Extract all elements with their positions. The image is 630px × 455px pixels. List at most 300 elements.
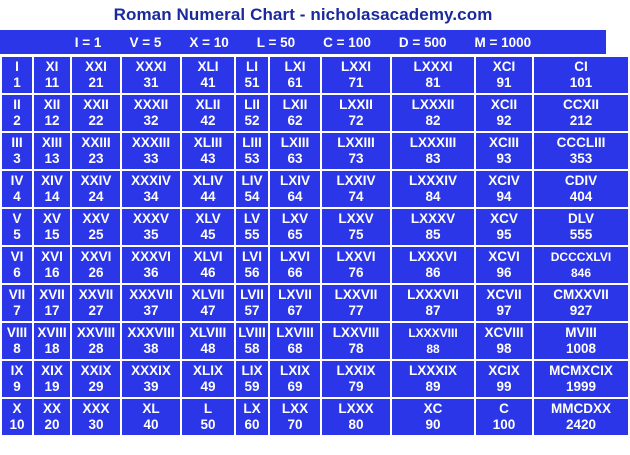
roman-numeral: LXIII <box>280 135 310 150</box>
numeral-cell <box>270 399 320 435</box>
roman-numeral: LII <box>244 97 260 112</box>
numeral-cell <box>270 171 320 207</box>
arabic-number: 12 <box>44 113 60 128</box>
roman-numeral: LXXIII <box>337 135 375 150</box>
table-row <box>2 399 628 435</box>
roman-numeral: XVII <box>39 287 65 302</box>
numeral-cell <box>322 285 390 321</box>
roman-numeral: LVI <box>242 249 262 264</box>
numeral-cell <box>122 95 180 131</box>
key-item: L = 50 <box>256 34 296 50</box>
arabic-number: 3 <box>13 151 21 166</box>
arabic-number: 98 <box>496 341 512 356</box>
numeral-cell <box>182 323 234 359</box>
roman-numeral: DCCCXLVI <box>550 250 612 264</box>
roman-numeral: XLVI <box>193 249 223 264</box>
numeral-cell <box>182 57 234 93</box>
numeral-cell <box>34 323 70 359</box>
numeral-cell <box>322 361 390 397</box>
numeral-cell <box>322 323 390 359</box>
roman-numeral: LXXIX <box>336 363 376 378</box>
arabic-number: 52 <box>244 113 260 128</box>
arabic-number: 71 <box>348 75 364 90</box>
roman-numeral: XXXVI <box>131 249 171 264</box>
arabic-number: 34 <box>143 189 159 204</box>
arabic-number: 65 <box>287 227 303 242</box>
roman-numeral: XL <box>142 401 160 416</box>
arabic-number: 93 <box>496 151 512 166</box>
numeral-cell <box>476 323 532 359</box>
numeral-cell <box>534 133 628 169</box>
roman-numeral: XCII <box>490 97 518 112</box>
roman-numeral: XXVIII <box>76 325 116 340</box>
arabic-number: 16 <box>44 265 60 280</box>
arabic-number: 46 <box>200 265 216 280</box>
numeral-cell <box>392 209 474 245</box>
arabic-number: 7 <box>13 303 21 318</box>
arabic-number: 45 <box>200 227 216 242</box>
numeral-cell <box>122 361 180 397</box>
arabic-number: 48 <box>200 341 216 356</box>
table-row <box>2 95 628 131</box>
roman-numeral: XXV <box>82 211 110 226</box>
arabic-number: 21 <box>88 75 104 90</box>
arabic-number: 44 <box>200 189 216 204</box>
arabic-number: 96 <box>496 265 512 280</box>
arabic-number: 94 <box>496 189 512 204</box>
roman-numeral: XCI <box>492 59 516 74</box>
numeral-cell <box>322 399 390 435</box>
numeral-cell <box>72 209 120 245</box>
roman-numeral: LXVI <box>279 249 310 264</box>
roman-numeral: XCIII <box>488 135 519 150</box>
roman-numeral: XCVI <box>488 249 520 264</box>
numeral-cell <box>476 133 532 169</box>
roman-numeral: LXVIII <box>276 325 314 340</box>
numeral-cell <box>236 399 268 435</box>
numeral-cell <box>236 285 268 321</box>
numeral-cell <box>2 361 32 397</box>
numeral-cell <box>2 399 32 435</box>
roman-numeral: XXVII <box>78 287 114 302</box>
roman-numeral: LXXXIX <box>408 363 457 378</box>
numeral-cell <box>476 95 532 131</box>
table-row <box>2 57 628 93</box>
arabic-number: 39 <box>143 379 159 394</box>
arabic-number: 59 <box>244 379 260 394</box>
numeral-cell <box>392 399 474 435</box>
table-row <box>2 361 628 397</box>
numeral-cell <box>122 57 180 93</box>
arabic-number: 14 <box>44 189 60 204</box>
arabic-number: 19 <box>44 379 60 394</box>
numeral-cell <box>534 361 628 397</box>
arabic-number: 32 <box>143 113 159 128</box>
roman-numeral: VI <box>10 249 24 264</box>
arabic-number: 41 <box>200 75 216 90</box>
roman-numeral: XXXIX <box>131 363 171 378</box>
key-item: V = 5 <box>129 34 162 50</box>
arabic-number: 85 <box>425 227 441 242</box>
numeral-cell <box>322 209 390 245</box>
arabic-number: 76 <box>348 265 364 280</box>
arabic-number: 84 <box>425 189 441 204</box>
numeral-cell <box>72 133 120 169</box>
roman-numeral: XX <box>42 401 61 416</box>
numeral-cell <box>322 57 390 93</box>
roman-numeral: LXXI <box>340 59 371 74</box>
arabic-number: 53 <box>244 151 260 166</box>
arabic-number: 99 <box>496 379 512 394</box>
numeral-cell <box>236 133 268 169</box>
roman-numeral: XVI <box>41 249 63 264</box>
arabic-number: 89 <box>425 379 441 394</box>
arabic-number: 42 <box>200 113 216 128</box>
numeral-cell <box>392 171 474 207</box>
arabic-number: 79 <box>348 379 364 394</box>
numeral-cell <box>392 133 474 169</box>
roman-numeral: LXXXI <box>413 59 453 74</box>
roman-numeral: XVIII <box>37 325 67 340</box>
arabic-number: 50 <box>200 417 216 432</box>
arabic-number: 90 <box>425 417 441 432</box>
numeral-cell <box>34 171 70 207</box>
numeral-table <box>0 55 630 437</box>
arabic-number: 17 <box>44 303 60 318</box>
roman-numeral: LIII <box>242 135 262 150</box>
arabic-number: 55 <box>244 227 260 242</box>
roman-numeral: CCCLIII <box>556 135 606 150</box>
roman-numeral: LI <box>246 59 258 74</box>
arabic-number: 1 <box>13 75 21 90</box>
arabic-number: 20 <box>44 417 60 432</box>
roman-numeral: LXXXV <box>410 211 456 226</box>
arabic-number: 62 <box>287 113 303 128</box>
arabic-number: 97 <box>496 303 512 318</box>
numeral-cell <box>182 209 234 245</box>
key-item: D = 500 <box>398 34 447 50</box>
arabic-number: 25 <box>88 227 104 242</box>
numeral-cell <box>476 209 532 245</box>
roman-numeral: IX <box>10 363 24 378</box>
numeral-cell <box>392 323 474 359</box>
roman-numeral: XIX <box>41 363 63 378</box>
numeral-cell <box>122 399 180 435</box>
numeral-cell <box>534 209 628 245</box>
numeral-cell <box>476 171 532 207</box>
numeral-cell <box>2 323 32 359</box>
numeral-cell <box>34 361 70 397</box>
numeral-cell <box>534 323 628 359</box>
roman-numeral: CMXXVII <box>553 287 609 302</box>
numeral-cell <box>236 361 268 397</box>
arabic-number: 74 <box>348 189 364 204</box>
roman-numeral: LXXV <box>338 211 374 226</box>
arabic-number: 92 <box>496 113 512 128</box>
arabic-number: 70 <box>287 417 303 432</box>
numeral-cell <box>72 399 120 435</box>
arabic-number: 353 <box>569 151 593 166</box>
numeral-cell <box>34 285 70 321</box>
roman-numeral: CCXII <box>562 97 599 112</box>
arabic-number: 29 <box>88 379 104 394</box>
roman-numeral: LVII <box>240 287 264 302</box>
numeral-cell <box>236 209 268 245</box>
roman-numeral: LXXXVII <box>407 287 459 302</box>
roman-numeral: XXVI <box>80 249 112 264</box>
roman-numeral: XII <box>43 97 61 112</box>
arabic-number: 81 <box>425 75 441 90</box>
roman-numeral: I <box>15 59 19 74</box>
numeral-cell <box>182 361 234 397</box>
numeral-cell <box>322 171 390 207</box>
roman-numeral: LXXXIII <box>409 135 457 150</box>
numeral-cell <box>476 361 532 397</box>
numeral-cell <box>34 133 70 169</box>
table-row <box>2 285 628 321</box>
arabic-number: 57 <box>244 303 260 318</box>
roman-numeral: XLVII <box>191 287 225 302</box>
table-row <box>2 323 628 359</box>
roman-numeral: LXXXIV <box>408 173 457 188</box>
arabic-number: 24 <box>88 189 104 204</box>
arabic-number: 30 <box>88 417 104 432</box>
arabic-number: 64 <box>287 189 303 204</box>
numeral-cell <box>182 399 234 435</box>
arabic-number: 846 <box>570 266 592 280</box>
arabic-number: 101 <box>569 75 593 90</box>
numeral-cell <box>534 247 628 283</box>
table-row <box>2 171 628 207</box>
roman-numeral: XI <box>45 59 59 74</box>
arabic-number: 35 <box>143 227 159 242</box>
arabic-number: 9 <box>13 379 21 394</box>
roman-numeral: XXX <box>82 401 110 416</box>
arabic-number: 78 <box>348 341 364 356</box>
roman-numeral: XXI <box>85 59 107 74</box>
numeral-cell <box>270 247 320 283</box>
arabic-number: 10 <box>9 417 25 432</box>
arabic-number: 95 <box>496 227 512 242</box>
arabic-number: 47 <box>200 303 216 318</box>
numeral-cell <box>122 285 180 321</box>
roman-numeral: LXII <box>282 97 308 112</box>
roman-numeral: XLIX <box>192 363 223 378</box>
arabic-number: 66 <box>287 265 303 280</box>
numeral-cell <box>322 247 390 283</box>
arabic-number: 404 <box>569 189 593 204</box>
numeral-cell <box>236 323 268 359</box>
arabic-number: 51 <box>244 75 260 90</box>
table-row <box>2 247 628 283</box>
numeral-cell <box>122 171 180 207</box>
numeral-cell <box>236 57 268 93</box>
arabic-number: 68 <box>287 341 303 356</box>
roman-numeral: C <box>499 401 509 416</box>
numeral-cell <box>322 95 390 131</box>
roman-numeral: MVIII <box>565 325 597 340</box>
numeral-cell <box>34 57 70 93</box>
numeral-cell <box>34 247 70 283</box>
key-item: I = 1 <box>74 34 102 50</box>
numeral-cell <box>182 247 234 283</box>
numeral-cell <box>182 285 234 321</box>
arabic-number: 31 <box>143 75 159 90</box>
numeral-cell <box>534 285 628 321</box>
arabic-number: 83 <box>425 151 441 166</box>
roman-numeral: LXXXVIII <box>408 326 458 340</box>
numeral-cell <box>122 247 180 283</box>
numeral-cell <box>392 285 474 321</box>
roman-numeral: XXIV <box>80 173 112 188</box>
roman-numeral: XLII <box>195 97 221 112</box>
arabic-number: 15 <box>44 227 60 242</box>
numeral-cell <box>270 361 320 397</box>
arabic-number: 22 <box>88 113 104 128</box>
numeral-cell <box>270 323 320 359</box>
numeral-cell <box>2 285 32 321</box>
roman-numeral: XXXIV <box>131 173 171 188</box>
roman-numeral: LXIV <box>279 173 310 188</box>
arabic-number: 8 <box>13 341 21 356</box>
roman-numeral: L <box>203 401 213 416</box>
arabic-number: 61 <box>287 75 303 90</box>
arabic-number: 100 <box>492 417 516 432</box>
roman-numeral: XIV <box>41 173 63 188</box>
arabic-number: 43 <box>200 151 216 166</box>
roman-numeral: XLI <box>197 59 219 74</box>
roman-numeral: LIX <box>241 363 263 378</box>
roman-numeral: XXXII <box>133 97 169 112</box>
roman-numeral: MMCDXX <box>551 401 611 416</box>
arabic-number: 91 <box>496 75 512 90</box>
roman-numeral: XXXV <box>132 211 170 226</box>
roman-numeral: XXXVIII <box>127 325 175 340</box>
numeral-cell <box>322 133 390 169</box>
numeral-cell <box>122 133 180 169</box>
roman-numeral: XXXIII <box>131 135 171 150</box>
arabic-number: 88 <box>426 342 440 356</box>
numeral-cell <box>392 95 474 131</box>
numeral-cell <box>2 247 32 283</box>
numeral-cell <box>476 247 532 283</box>
arabic-number: 58 <box>244 341 260 356</box>
numeral-cell <box>392 247 474 283</box>
key-item: M = 1000 <box>474 34 532 50</box>
arabic-number: 1008 <box>565 341 597 356</box>
table-row <box>2 209 628 245</box>
numeral-cell <box>270 133 320 169</box>
numeral-cell <box>72 95 120 131</box>
key-item: C = 100 <box>323 34 371 50</box>
arabic-number: 2 <box>13 113 21 128</box>
numeral-cell <box>72 285 120 321</box>
roman-numeral: LVIII <box>238 325 266 340</box>
roman-numeral: XCVIII <box>484 325 524 340</box>
roman-numeral: LXIX <box>279 363 310 378</box>
numeral-cell <box>236 95 268 131</box>
numeral-cell <box>236 247 268 283</box>
key-item: X = 10 <box>189 34 229 50</box>
numeral-cell <box>392 57 474 93</box>
roman-numeral: LXXVI <box>336 249 376 264</box>
numeral-cell <box>182 95 234 131</box>
arabic-number: 5 <box>13 227 21 242</box>
roman-numeral: LV <box>243 211 261 226</box>
arabic-number: 37 <box>143 303 159 318</box>
roman-numeral: XLVIII <box>189 325 227 340</box>
roman-numeral: X <box>12 401 22 416</box>
numeral-cell <box>72 323 120 359</box>
numeral-cell <box>2 95 32 131</box>
arabic-number: 49 <box>200 379 216 394</box>
numeral-cell <box>182 171 234 207</box>
arabic-number: 73 <box>348 151 364 166</box>
arabic-number: 54 <box>244 189 260 204</box>
roman-numeral: XCVII <box>486 287 522 302</box>
roman-numeral: XV <box>42 211 61 226</box>
numeral-cell <box>72 361 120 397</box>
arabic-number: 82 <box>425 113 441 128</box>
arabic-number: 26 <box>88 265 104 280</box>
arabic-number: 13 <box>44 151 60 166</box>
numeral-cell <box>72 247 120 283</box>
roman-numeral: LXV <box>281 211 309 226</box>
roman-numeral: XLIV <box>192 173 223 188</box>
roman-numeral: LX <box>243 401 261 416</box>
numeral-cell <box>34 399 70 435</box>
roman-numeral: LIV <box>241 173 263 188</box>
numeral-cell <box>122 323 180 359</box>
numeral-cell <box>534 57 628 93</box>
arabic-number: 87 <box>425 303 441 318</box>
numeral-key-bar <box>0 30 606 54</box>
arabic-number: 63 <box>287 151 303 166</box>
arabic-number: 33 <box>143 151 159 166</box>
numeral-cell <box>72 57 120 93</box>
arabic-number: 2420 <box>565 417 597 432</box>
arabic-number: 80 <box>348 417 364 432</box>
numeral-cell <box>2 209 32 245</box>
roman-numeral: VIII <box>6 325 28 340</box>
numeral-cell <box>476 399 532 435</box>
roman-numeral: VII <box>8 287 26 302</box>
roman-numeral: MCMXCIX <box>549 363 613 378</box>
roman-numeral: XXXVII <box>129 287 173 302</box>
arabic-number: 36 <box>143 265 159 280</box>
arabic-number: 60 <box>244 417 260 432</box>
roman-numeral: LXI <box>284 59 306 74</box>
roman-numeral: LXXXII <box>411 97 455 112</box>
roman-numeral: V <box>12 211 22 226</box>
roman-numeral: LXXX <box>338 401 374 416</box>
numeral-cell <box>34 95 70 131</box>
roman-numeral: XCV <box>490 211 518 226</box>
arabic-number: 18 <box>44 341 60 356</box>
arabic-number: 38 <box>143 341 159 356</box>
arabic-number: 4 <box>13 189 21 204</box>
numeral-cell <box>476 57 532 93</box>
roman-numeral: LXXVIII <box>332 325 380 340</box>
arabic-number: 75 <box>348 227 364 242</box>
roman-numeral: CI <box>574 59 588 74</box>
roman-numeral: LXXXVI <box>408 249 457 264</box>
arabic-number: 23 <box>88 151 104 166</box>
arabic-number: 555 <box>569 227 593 242</box>
numeral-cell <box>534 171 628 207</box>
roman-numeral: XXIX <box>80 363 112 378</box>
arabic-number: 11 <box>44 75 60 90</box>
